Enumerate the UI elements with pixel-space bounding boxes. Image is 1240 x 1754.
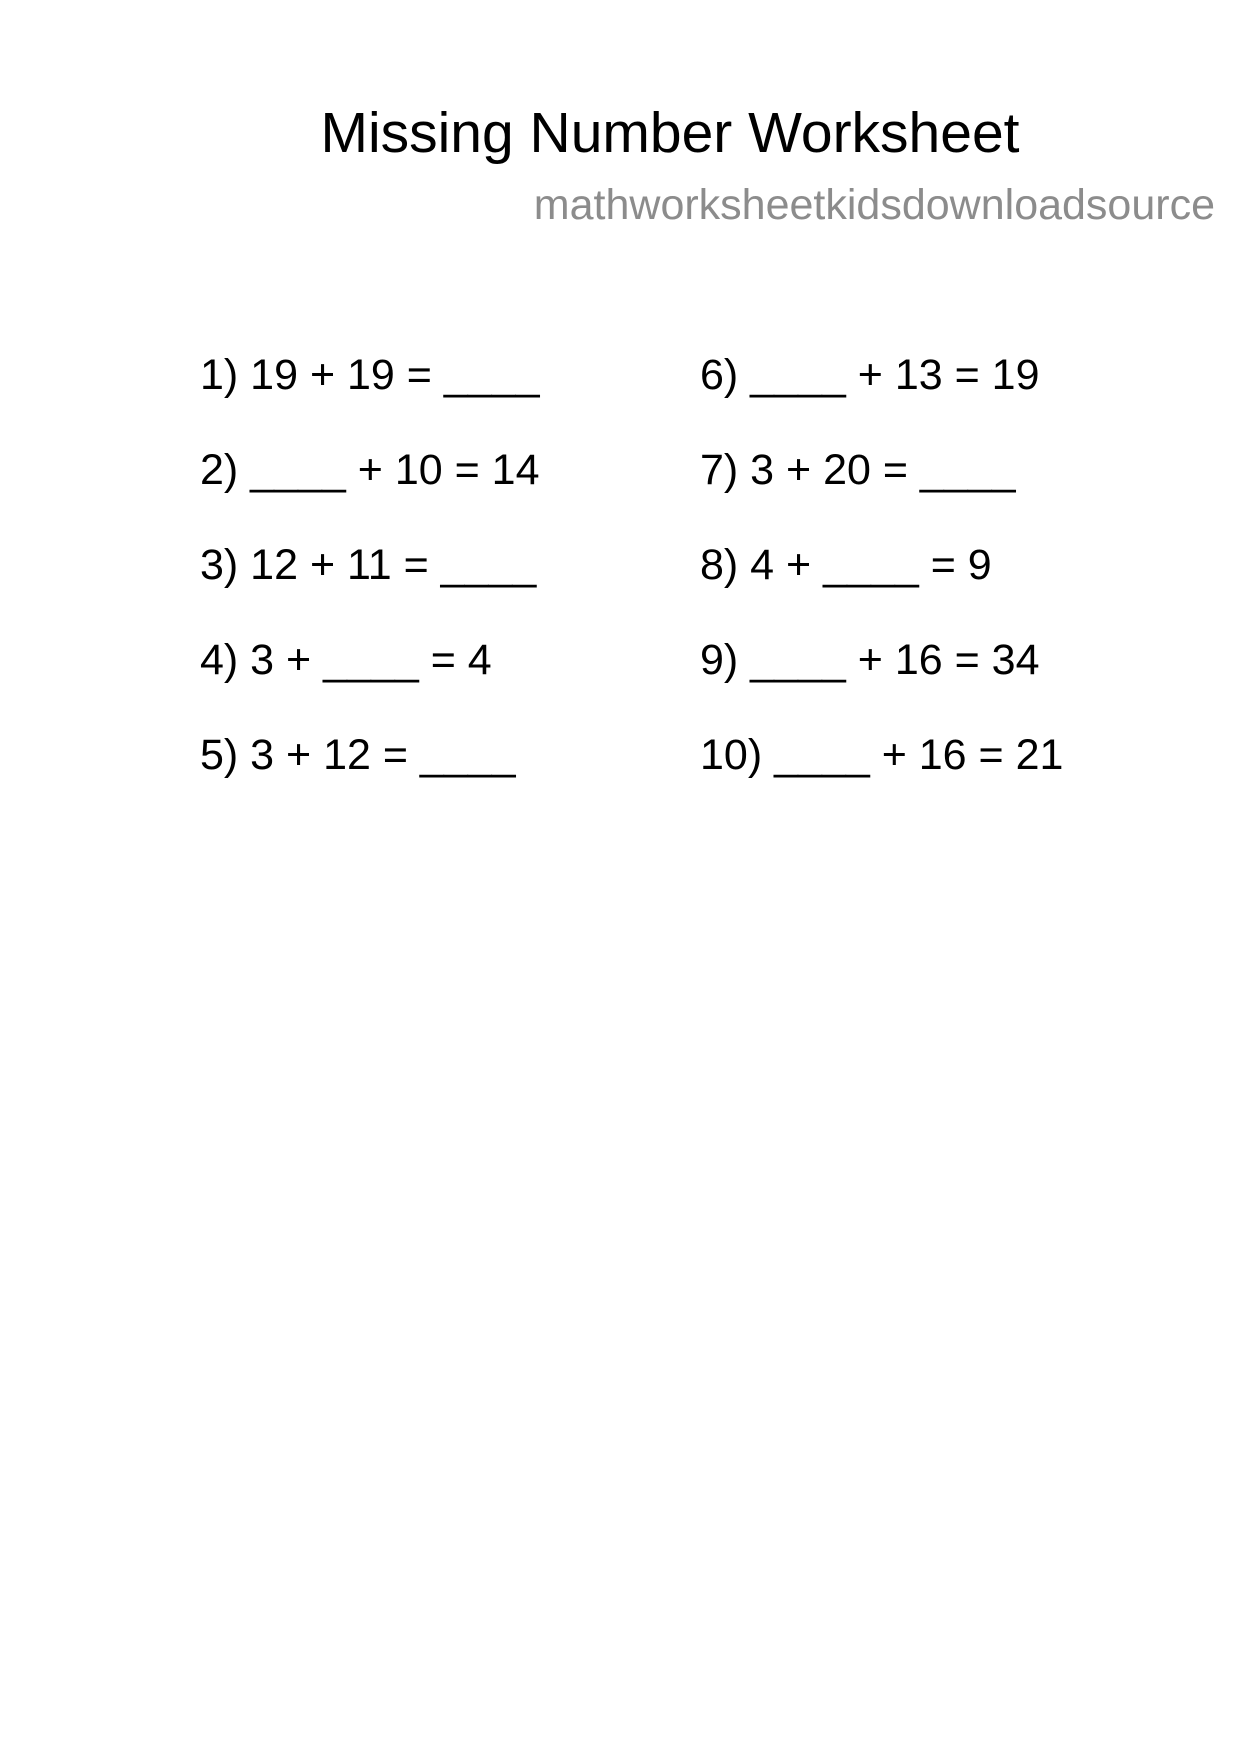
problem-2: 2) ____ + 10 = 14 bbox=[200, 446, 540, 494]
problem-9: 9) ____ + 16 = 34 bbox=[700, 636, 1040, 684]
problem-7: 7) 3 + 20 = ____ bbox=[700, 446, 1016, 494]
problem-1: 1) 19 + 19 = ____ bbox=[200, 351, 540, 399]
problem-5: 5) 3 + 12 = ____ bbox=[200, 731, 516, 779]
problem-4: 4) 3 + ____ = 4 bbox=[200, 636, 492, 684]
problem-column-right bbox=[700, 345, 1063, 820]
problem-10: 10) ____ + 16 = 21 bbox=[700, 731, 1064, 779]
problem-3: 3) 12 + 11 = ____ bbox=[200, 541, 537, 589]
problem-column-left bbox=[200, 345, 540, 820]
problem-6: 6) ____ + 13 = 19 bbox=[700, 351, 1040, 399]
page-title: Missing Number Worksheet bbox=[320, 101, 1020, 165]
source-label: mathworksheetkidsdownloadsource bbox=[533, 181, 1215, 229]
problem-8: 8) 4 + ____ = 9 bbox=[700, 541, 992, 589]
